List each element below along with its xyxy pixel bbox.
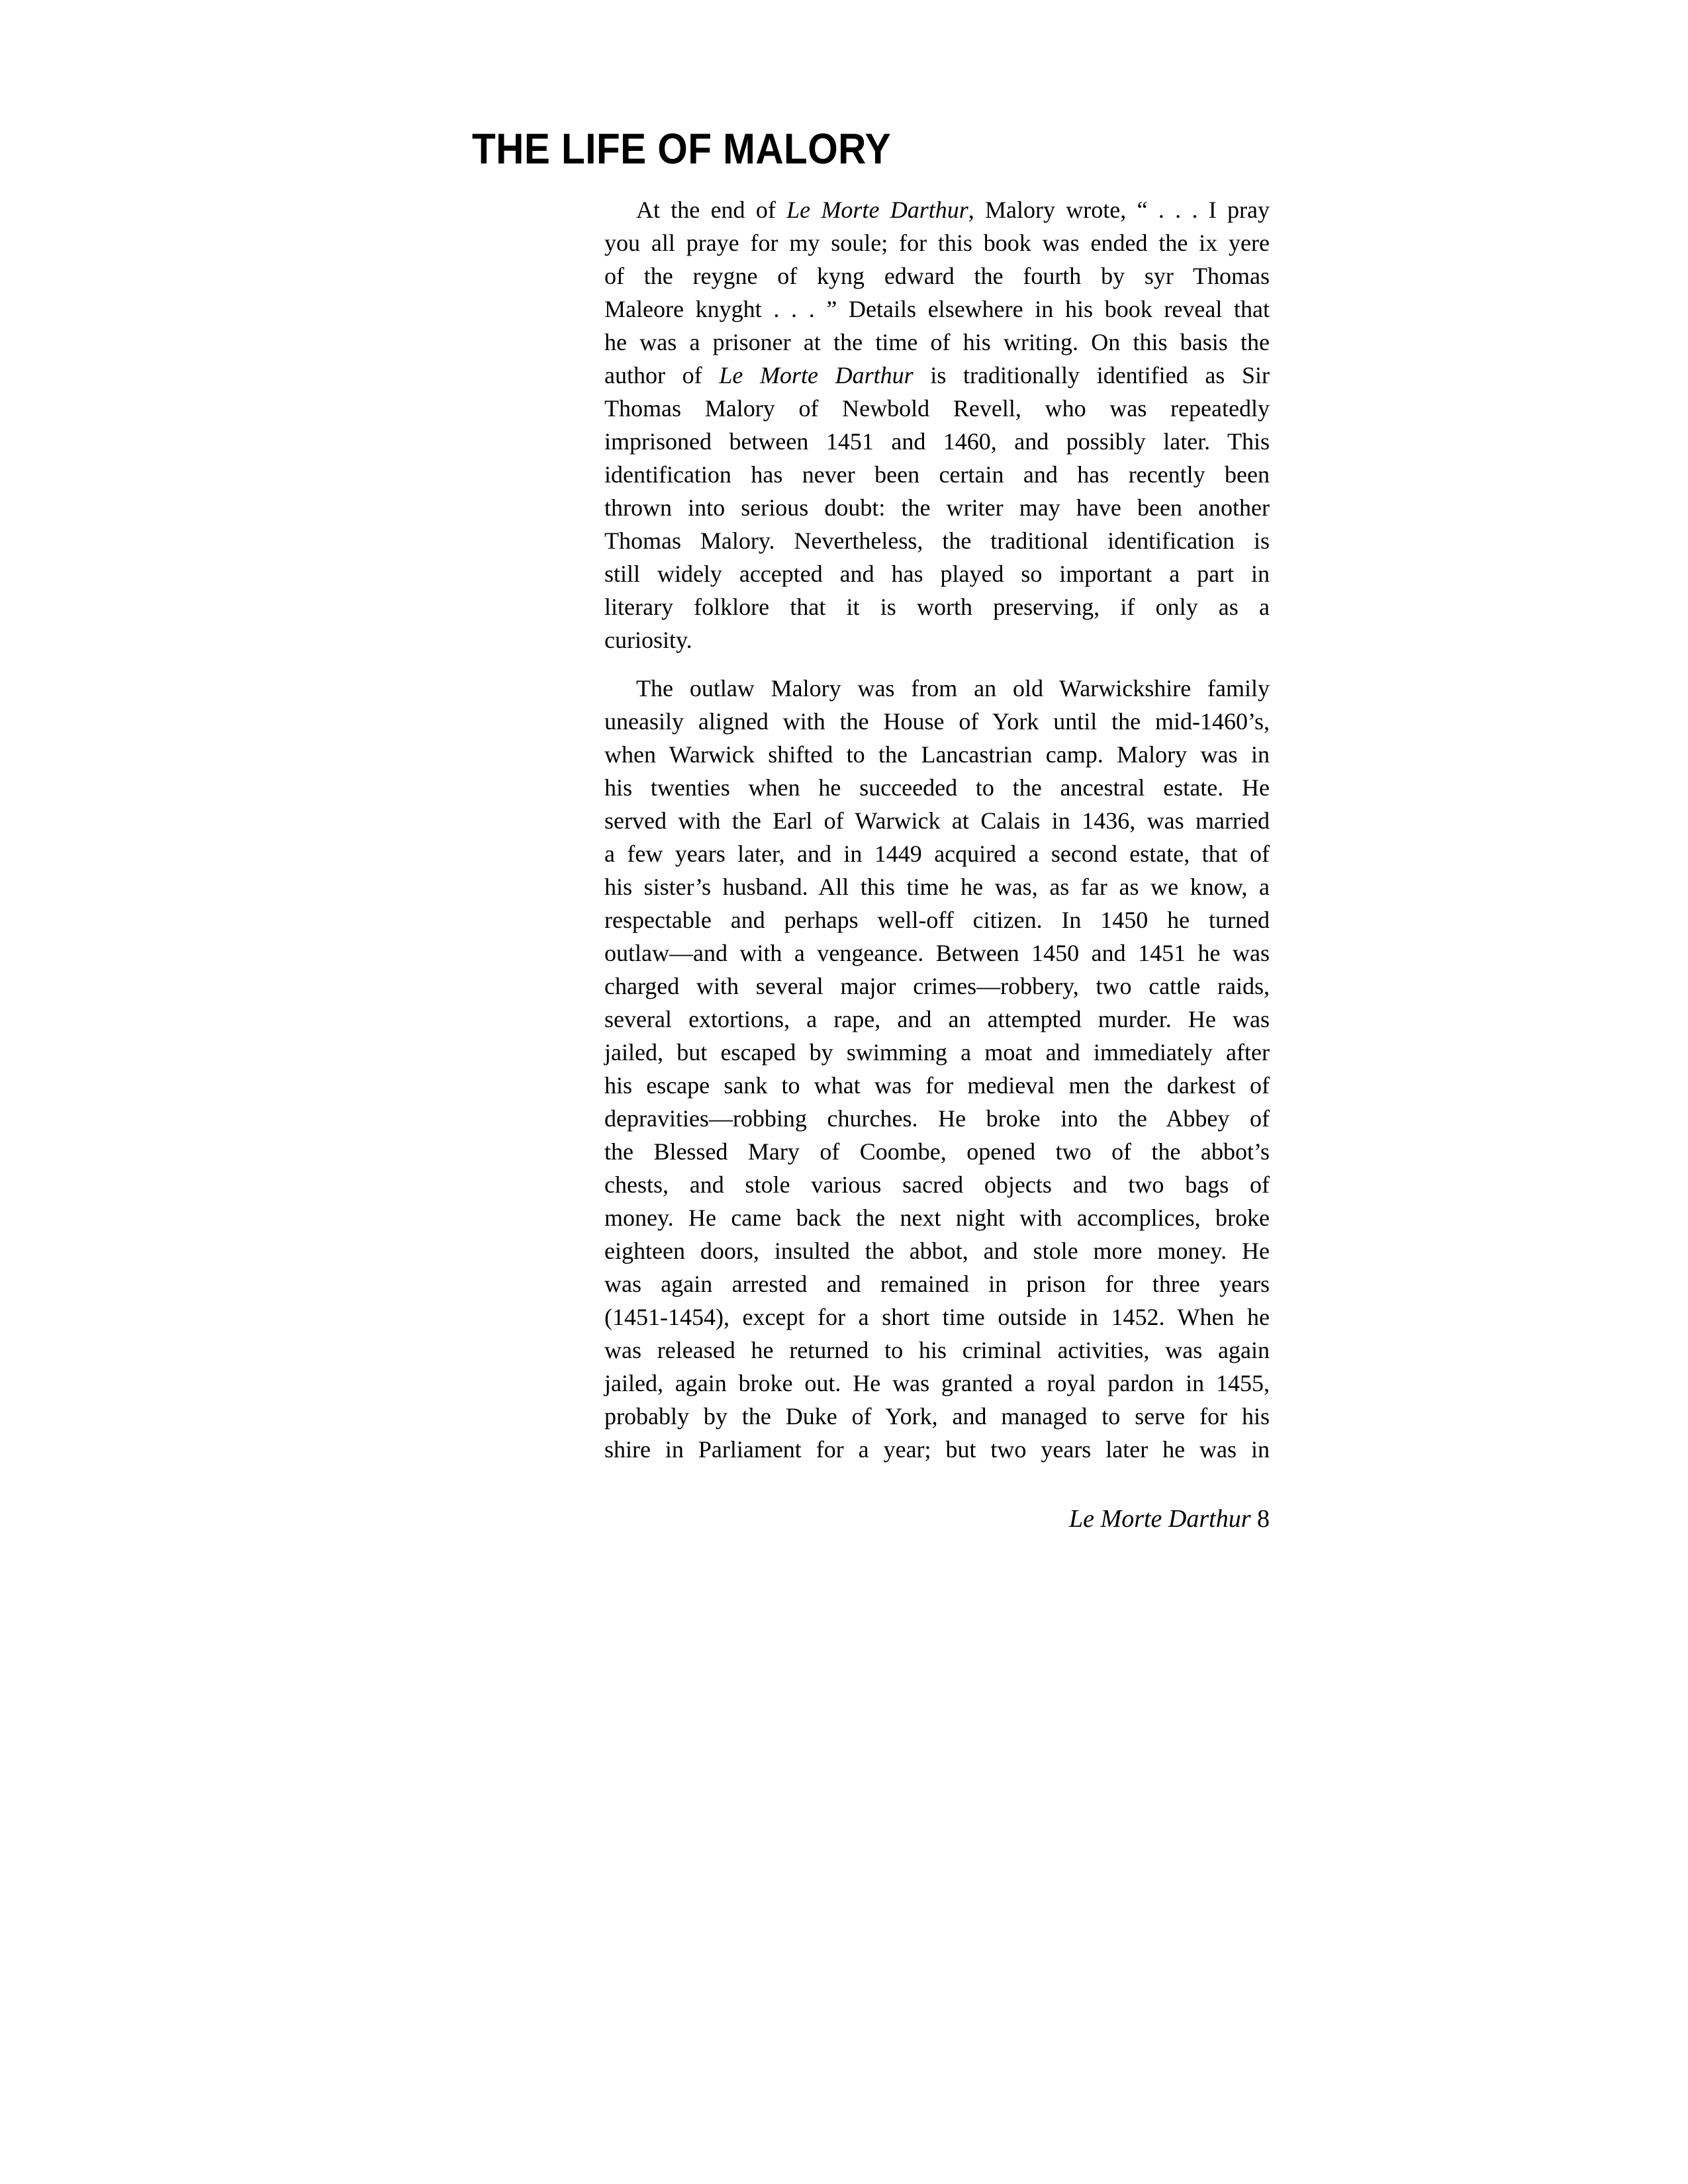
paragraph-2 (604, 672, 1270, 1466)
text-line (604, 870, 1270, 903)
text-segment: literary folklore that it is worth preserving, if only as a (604, 594, 1270, 620)
text-segment: eighteen doors, insulted the abbot, and stole more money. He (604, 1238, 1270, 1264)
text-segment: depravities—robbing churches. He broke into the Abbey of (604, 1105, 1270, 1132)
text-line (604, 1367, 1270, 1400)
text-line (604, 837, 1270, 870)
text-line (604, 1003, 1270, 1036)
text-segment: probably by the Duke of York, and managed to serve for his (604, 1403, 1270, 1430)
page-footer (604, 1502, 1270, 1535)
text-segment: was released he returned to his criminal activities, was again (604, 1337, 1270, 1363)
text-line (604, 590, 1270, 623)
text-segment: still widely accepted and has played so important a part in (604, 561, 1270, 587)
book-title-italic: Le Morte Darthur (719, 362, 914, 388)
text-segment: was again arrested and remained in prison for three years (604, 1271, 1270, 1297)
text-segment: money. He came back the next night with accomplices, broke (604, 1205, 1270, 1231)
text-line (604, 392, 1270, 425)
text-line (604, 1300, 1270, 1334)
text-segment: chests, and stole various sacred objects and two bags of (604, 1171, 1270, 1198)
text-line (604, 458, 1270, 491)
text-segment: several extortions, a rape, and an attempted murder. He was (604, 1006, 1270, 1032)
body-text (604, 193, 1270, 1466)
text-line (604, 1168, 1270, 1201)
text-segment: The outlaw Malory was from an old Warwickshire family (636, 675, 1270, 702)
text-segment: his sister’s husband. All this time he was, as far as we know, a (604, 874, 1270, 900)
text-line (604, 1036, 1270, 1069)
text-line (604, 1102, 1270, 1135)
text-segment: uneasily aligned with the House of York until the mid-1460’s, (604, 708, 1270, 735)
text-segment: he was a prisoner at the time of his writing. On this basis the (604, 329, 1270, 355)
text-segment: a few years later, and in 1449 acquired a second estate, that of (604, 841, 1270, 867)
text-line (604, 226, 1270, 259)
text-line (604, 491, 1270, 524)
paragraph-1 (604, 193, 1270, 657)
text-segment: thrown into serious doubt: the writer may have been another (604, 494, 1270, 521)
text-line (604, 771, 1270, 804)
text-line (604, 557, 1270, 590)
text-line (604, 1069, 1270, 1102)
text-line (604, 623, 1270, 657)
text-segment: his escape sank to what was for medieval men the darkest of (604, 1072, 1270, 1099)
text-segment: shire in Parliament for a year; but two years later he was in (604, 1436, 1270, 1463)
text-segment: served with the Earl of Warwick at Calais in 1436, was married (604, 807, 1270, 834)
text-segment: (1451-1454), except for a short time outside in 1452. When he (604, 1304, 1270, 1330)
text-line (604, 1433, 1270, 1466)
text-line (604, 524, 1270, 557)
text-segment: when Warwick shifted to the Lancastrian camp. Malory was in (604, 741, 1270, 768)
text-line (604, 293, 1270, 326)
text-segment: jailed, again broke out. He was granted a royal pardon in 1455, (604, 1370, 1270, 1396)
text-line (604, 936, 1270, 970)
text-segment: is traditionally identified as Sir (913, 362, 1270, 388)
text-line (604, 425, 1270, 458)
text-segment: At the end of (636, 197, 787, 223)
text-segment: his twenties when he succeeded to the ancestral estate. He (604, 774, 1270, 801)
text-segment: charged with several major crimes—robbery, two cattle raids, (604, 973, 1270, 999)
text-segment: imprisoned between 1451 and 1460, and possibly later. This (604, 428, 1270, 455)
text-segment: curiosity. (604, 627, 692, 653)
text-segment: you all praye for my soule; for this book was ended the ix yere (604, 230, 1270, 256)
text-line (604, 193, 1270, 226)
text-line (604, 1201, 1270, 1234)
text-line (604, 705, 1270, 738)
text-segment: author of (604, 362, 720, 388)
page-title: THE LIFE OF MALORY (472, 124, 892, 173)
text-line (604, 359, 1270, 392)
text-line (604, 326, 1270, 359)
footer-book-title: Le Morte Darthur (1069, 1505, 1251, 1533)
text-line (604, 903, 1270, 936)
text-line (604, 804, 1270, 837)
text-segment: respectable and perhaps well-off citizen. In 1450 he turned (604, 907, 1270, 933)
text-line (604, 1334, 1270, 1367)
text-segment: , Malory wrote, “ . . . I pray (968, 197, 1270, 223)
text-segment: jailed, but escaped by swimming a moat and immediately after (604, 1039, 1270, 1066)
text-line (604, 1234, 1270, 1267)
text-line (604, 970, 1270, 1003)
text-segment: Maleore knyght . . . ” Details elsewhere in his book reveal that (604, 296, 1270, 322)
text-line (604, 1135, 1270, 1168)
text-segment: of the reygne of kyng edward the fourth by syr Thomas (604, 263, 1270, 289)
text-segment: identification has never been certain and has recently been (604, 461, 1270, 488)
text-line (604, 1267, 1270, 1300)
text-line (604, 259, 1270, 293)
text-line (604, 672, 1270, 705)
text-segment: outlaw—and with a vengeance. Between 1450 and 1451 he was (604, 940, 1270, 966)
text-segment: the Blessed Mary of Coombe, opened two of the abbot’s (604, 1138, 1270, 1165)
book-title-italic: Le Morte Darthur (786, 197, 968, 223)
text-line (604, 738, 1270, 771)
footer-page-number: 8 (1257, 1505, 1270, 1533)
text-segment: Thomas Malory. Nevertheless, the traditional identification is (604, 527, 1270, 554)
text-line (604, 1400, 1270, 1433)
text-segment: Thomas Malory of Newbold Revell, who was repeatedly (604, 395, 1270, 422)
